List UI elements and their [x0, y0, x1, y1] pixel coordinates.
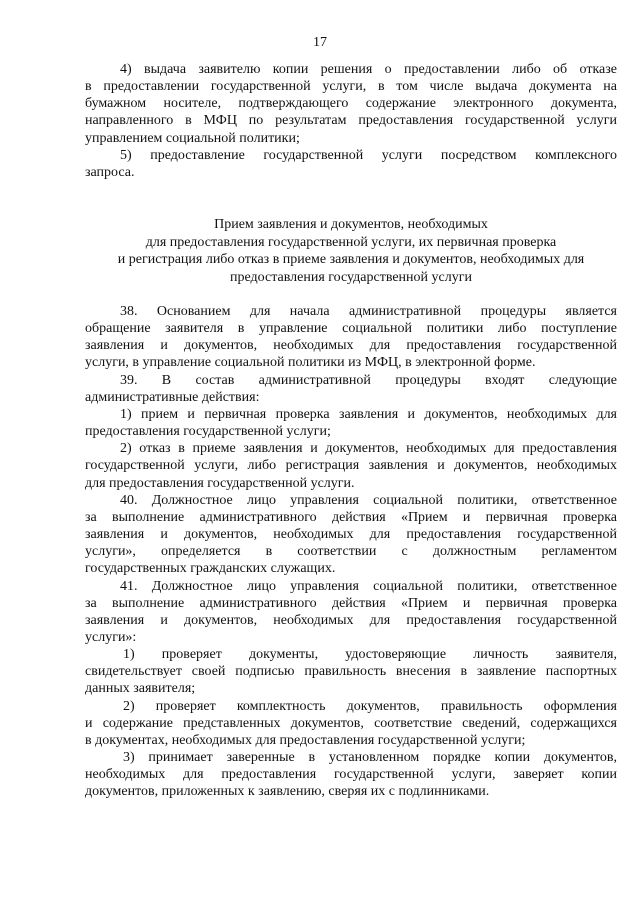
text-line: 39. В состав административной процедуры входят следующие [120, 372, 617, 388]
text-line: 1) проверяет документы, удостоверяющие личность заявителя, [123, 647, 617, 663]
text-line: направленного в МФЦ по результатам предоставления государственной услуги [85, 113, 617, 129]
section-heading [85, 216, 617, 286]
text-line: документов, приложенных к заявлению, сверяя их с подлинниками. [85, 784, 490, 800]
paragraph-38 [85, 303, 617, 372]
heading-line: Прием заявления и документов, необходимых [214, 217, 488, 232]
text-line: услуги, в управление социальной политики из МФЦ, в электронной форме. [85, 355, 536, 371]
heading-line: и регистрация либо отказ в приеме заявления и документов, необходимых для [117, 252, 585, 268]
text-line: в документах, необходимых для предоставления государственной услуги; [85, 732, 526, 748]
text-line: управлением социальной политики; [85, 130, 300, 146]
paragraph-39-item-1 [85, 406, 617, 440]
text-line: государственной услуги, либо регистрация заявления и документов, необходимых [85, 458, 617, 474]
page-number: 17 [313, 35, 327, 50]
list-item-4 [85, 61, 617, 147]
intro-block [85, 61, 617, 181]
text-line: за выполнение административного действия «Прием и первичная проверка [85, 509, 617, 525]
paragraph-41 [85, 578, 617, 647]
text-line: заявления и документов, необходимых для предоставления государственной [85, 527, 617, 543]
text-line: данных заявителя; [85, 681, 196, 697]
text-line: государственных гражданских служащих. [85, 561, 336, 577]
text-line: в предоставлении государственной услуги, в том числе выдача документа на [85, 79, 617, 95]
paragraph-41-item-3 [85, 749, 617, 800]
text-line: заявления и документов, необходимых для предоставления государственной [85, 338, 617, 354]
text-line: свидетельствует своей подписью правильность внесения в заявление паспортных [85, 664, 617, 680]
text-line: 4) выдача заявителю копии решения о предоставлении либо об отказе [120, 62, 617, 77]
text-line: 1) прием и первичная проверка заявления и документов, необходимых для [120, 406, 617, 422]
heading-line: для предоставления государственной услуги, их первичная проверка [145, 234, 557, 250]
text-line: 2) проверяет комплектность документов, правильность оформления [123, 698, 617, 714]
text-line: заявления и документов, необходимых для предоставления государственной [85, 612, 617, 628]
text-line: и содержание представленных документов, соответствие сведений, содержащихся [85, 715, 617, 731]
text-line: 5) предоставление государственной услуги посредством комплексного [120, 147, 617, 163]
body-block [85, 303, 617, 801]
paragraph-39 [85, 372, 617, 406]
paragraph-41-item-1 [85, 646, 617, 697]
text-line: 38. Основанием для начала административной процедуры является [120, 304, 617, 319]
text-line: 41. Должностное лицо управления социальной политики, ответственное [120, 578, 617, 594]
text-line: 3) принимает заверенные в установленном порядке копии документов, [123, 750, 617, 766]
paragraph-39-item-2 [85, 440, 617, 491]
text-line: обращение заявителя в управление социальной политики либо поступление [85, 321, 617, 337]
text-line: для предоставления государственной услуги. [85, 475, 355, 491]
text-line: предоставления государственной услуги; [85, 424, 331, 440]
text-line: услуги»: [85, 629, 137, 645]
text-line: 2) отказ в приеме заявления и документов, необходимых для предоставления [120, 441, 617, 457]
text-line: необходимых для предоставления государственной услуги, заверяет копии [85, 767, 617, 783]
text-line: бумажном носителе, подтверждающего содержание электронного документа, [85, 96, 617, 112]
text-line: 40. Должностное лицо управления социальной политики, ответственное [120, 492, 617, 508]
text-line: административные действия: [85, 389, 260, 405]
paragraph-40 [85, 492, 617, 578]
list-item-5 [85, 147, 617, 181]
text-line: за выполнение административного действия «Прием и первичная проверка [85, 595, 617, 611]
heading-line: предоставления государственной услуги [230, 269, 472, 285]
text-line: услуги», определяется в соответствии с должностным регламентом [85, 544, 617, 560]
paragraph-41-item-2 [85, 698, 617, 749]
text-line: запроса. [85, 164, 135, 180]
